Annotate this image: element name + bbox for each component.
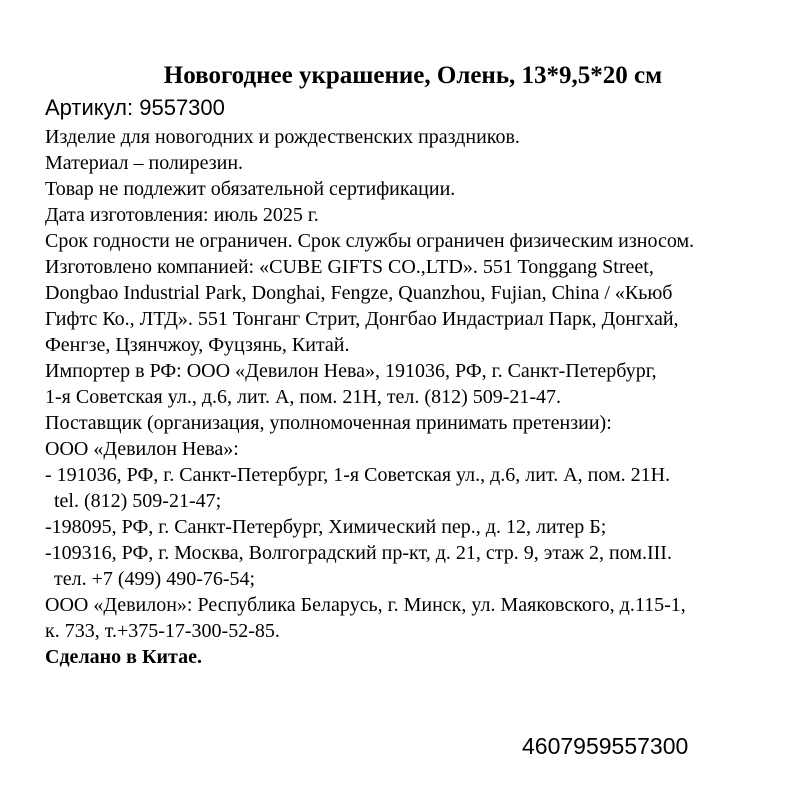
manufacture-date-line: Дата изготовления: июль 2025 г. bbox=[45, 204, 319, 226]
manufacturer-line-3: Гифтс Ко., ЛТД». 551 Тонганг Стрит, Донгбао Индастриал Парк, Донгхай, bbox=[45, 308, 679, 330]
belarus-office-line-2: к. 733, т.+375-17-300-52-85. bbox=[45, 620, 280, 642]
supplier-address-3: -109316, РФ, г. Москва, Волгоградский пр-кт, д. 21, стр. 9, этаж 2, пом.III. bbox=[45, 542, 672, 564]
belarus-office-line-1: ООО «Девилон»: Республика Беларусь, г. Минск, ул. Маяковского, д.115-1, bbox=[45, 594, 686, 616]
manufacturer-line-2: Dongbao Industrial Park, Donghai, Fengze, Quanzhou, Fujian, China / «Кьюб bbox=[45, 282, 673, 304]
supplier-address-1: - 191036, РФ, г. Санкт-Петербург, 1-я Советская ул., д.6, лит. А, пом. 21Н. bbox=[45, 464, 671, 486]
purpose-line: Изделие для новогодних и рождественских праздников. bbox=[45, 126, 520, 148]
importer-line-2: 1-я Советская ул., д.6, лит. А, пом. 21Н, тел. (812) 509-21-47. bbox=[45, 386, 562, 408]
importer-line-1: Импортер в РФ: ООО «Девилон Нева», 191036, РФ, г. Санкт-Петербург, bbox=[45, 360, 657, 382]
supplier-phone-3: тел. +7 (499) 490-76-54; bbox=[54, 568, 256, 590]
product-title: Новогоднее украшение, Олень, 13*9,5*20 см bbox=[163, 62, 663, 89]
manufacturer-line-1: Изготовлено компанией: «CUBE GIFTS CO.,LTD». 551 Tonggang Street, bbox=[45, 256, 654, 278]
country-of-origin: Сделано в Китае. bbox=[45, 646, 202, 668]
supplier-phone-1: tel. (812) 509-21-47; bbox=[54, 490, 222, 512]
supplier-name: ООО «Девилон Нева»: bbox=[45, 438, 239, 460]
shelf-life-line: Срок годности не ограничен. Срок службы ограничен физическим износом. bbox=[45, 230, 695, 252]
supplier-heading: Поставщик (организация, уполномоченная принимать претензии): bbox=[45, 412, 612, 434]
supplier-address-2: -198095, РФ, г. Санкт-Петербург, Химический пер., д. 12, литер Б; bbox=[45, 516, 607, 538]
material-line: Материал – полирезин. bbox=[45, 152, 244, 174]
manufacturer-line-4: Фенгзе, Цзянчжоу, Фуцзянь, Китай. bbox=[45, 334, 350, 356]
certification-line: Товар не подлежит обязательной сертификации. bbox=[45, 178, 456, 200]
article-number: Артикул: 9557300 bbox=[45, 95, 225, 120]
barcode-number: 4607959557300 bbox=[522, 733, 689, 759]
label-body bbox=[45, 124, 800, 670]
